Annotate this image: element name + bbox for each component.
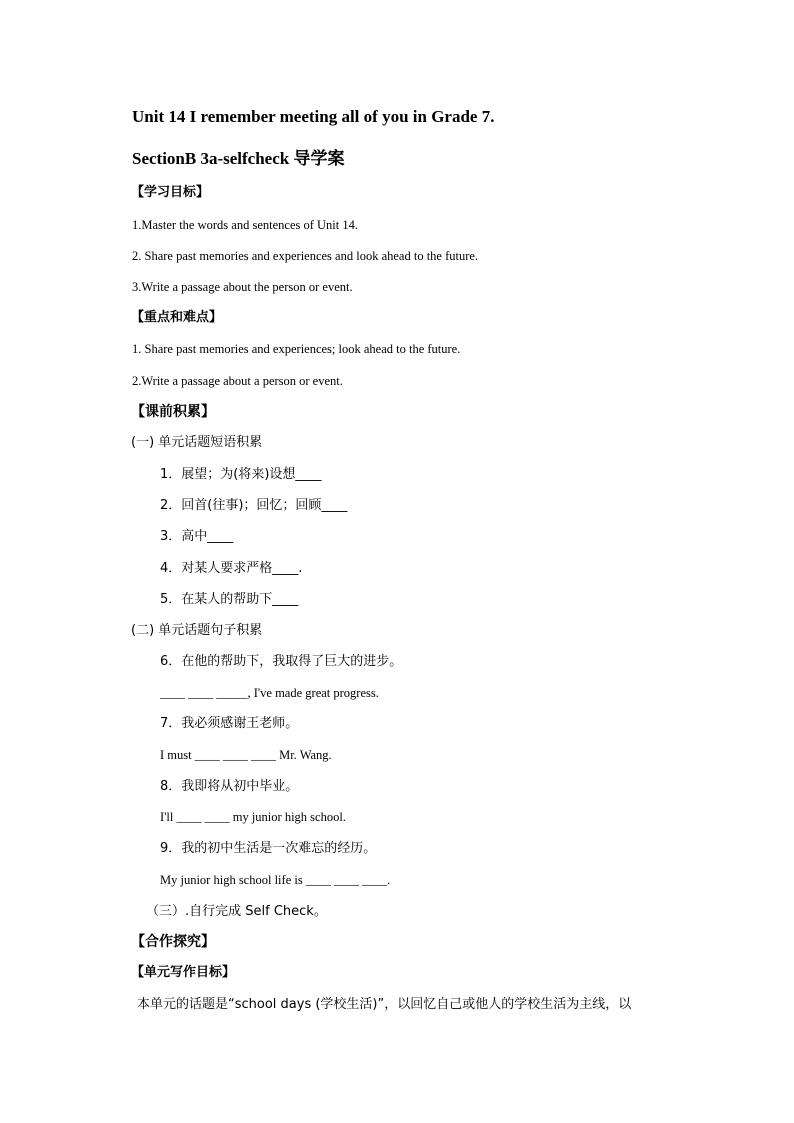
phrase-item: 4．对某人要求严格____.: [160, 561, 303, 576]
key-points-heading: 【重点和难点】: [131, 310, 223, 325]
key-point-item: 1. Share past memories and experiences; look ahead to the future.: [132, 342, 461, 356]
writing-goal-text: 本单元的话题是“school days (学校生活)”，以回忆自己或他人的学校生活为主线，以: [137, 997, 632, 1012]
sentence-item-en: My junior high school life is ____ ____ ____.: [160, 873, 391, 887]
sentence-item-en: ____ ____ _____, I've made great progress.: [160, 686, 379, 700]
phrases-heading: (一) 单元话题短语积累: [131, 435, 263, 450]
writing-goal-heading: 【单元写作目标】: [131, 965, 236, 980]
phrase-item: 1．展望；为(将来)设想____: [160, 467, 322, 482]
objective-item: 1.Master the words and sentences of Unit 14.: [132, 218, 358, 232]
sentence-item-cn: 6．在他的帮助下，我取得了巨大的进步。: [160, 654, 403, 669]
document-title: Unit 14 I remember meeting all of you in Grade 7.: [132, 107, 495, 126]
phrase-item: 5．在某人的帮助下____: [160, 592, 299, 607]
self-check-line: （三）.自行完成 Self Check。: [146, 904, 327, 919]
document-subtitle: SectionB 3a-selfcheck 导学案: [132, 149, 345, 168]
phrase-item: 2．回首(往事)；回忆；回顾____: [160, 498, 348, 513]
phrase-item: 3．高中____: [160, 529, 234, 544]
sentence-item-cn: 9．我的初中生活是一次难忘的经历。: [160, 841, 377, 856]
sentence-item-en: I'll ____ ____ my junior high school.: [160, 810, 346, 824]
objective-item: 3.Write a passage about the person or event.: [132, 280, 353, 294]
sentence-item-cn: 7．我必须感谢王老师。: [160, 716, 299, 731]
sentence-item-en: I must ____ ____ ____ Mr. Wang.: [160, 748, 332, 762]
cooperation-heading: 【合作探究】: [131, 934, 215, 950]
objectives-heading: 【学习目标】: [131, 185, 210, 200]
preview-heading: 【课前积累】: [131, 404, 215, 420]
sentences-heading: (二) 单元话题句子积累: [131, 623, 263, 638]
key-point-item: 2.Write a passage about a person or event.: [132, 374, 343, 388]
objective-item: 2. Share past memories and experiences and look ahead to the future.: [132, 249, 479, 263]
sentence-item-cn: 8．我即将从初中毕业。: [160, 779, 299, 794]
